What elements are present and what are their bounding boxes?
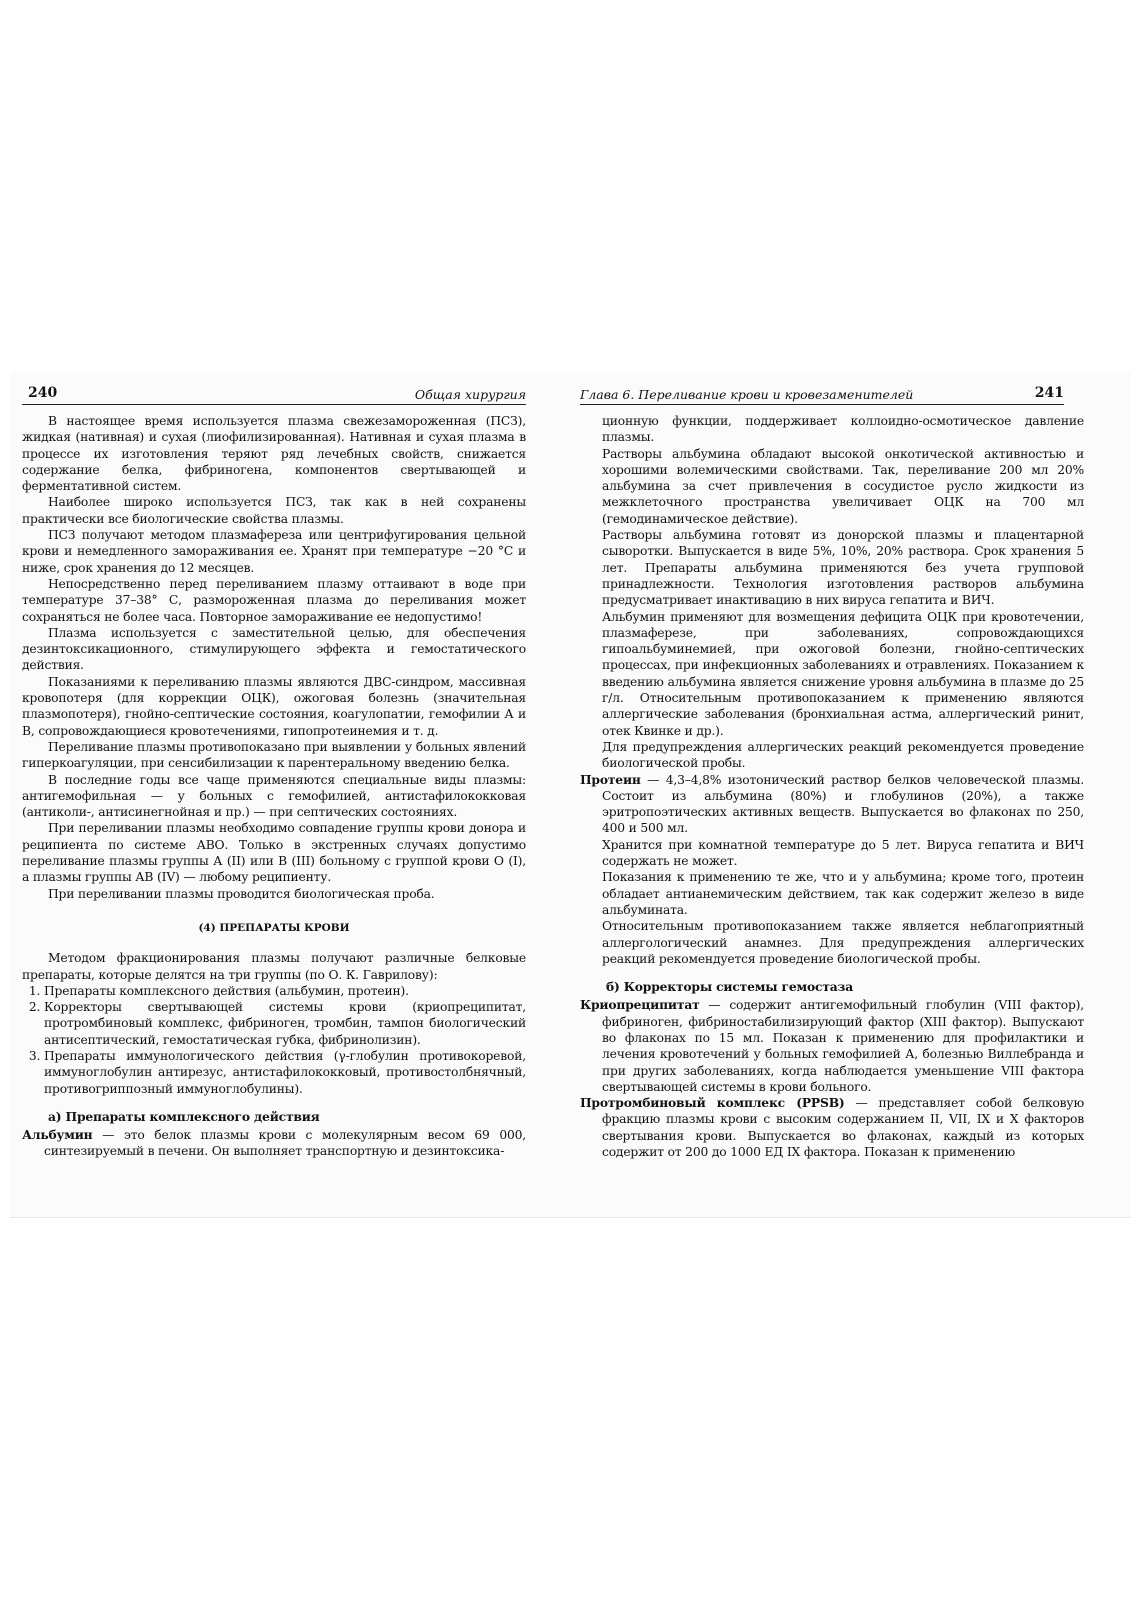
term: Протеин xyxy=(580,771,641,787)
section-heading: (4) ПРЕПАРАТЫ КРОВИ xyxy=(198,921,350,934)
right-page xyxy=(580,385,1084,1160)
running-head: Общая хирургия xyxy=(414,387,526,402)
paragraph: Растворы альбумина обладают высокой онкотической активностью и хорошими волемическими свойствами. Так, переливание 200 мл 20% альбумина за счет привлечения в сосудистое русло жидкости из межклеточного пространства увеличивает ОЦК на 700 мл (гемодинамическое действие). xyxy=(602,446,1084,526)
paragraph: Для предупреждения аллергических реакций рекомендуется проведение биологической пробы. xyxy=(602,739,1084,771)
definition-cryoprecipitate xyxy=(580,997,1084,1095)
right-page-header xyxy=(580,385,1084,413)
definition-ppsb xyxy=(580,1095,1084,1160)
term: Протромбиновый комплекс (PPSB) xyxy=(580,1095,845,1111)
subheading: б) Корректоры системы гемостаза xyxy=(606,979,853,995)
left-page xyxy=(22,385,526,1160)
definition-protein xyxy=(580,772,1084,837)
header-rule xyxy=(580,404,1064,405)
paragraph: Показания к применению те же, что и у альбумина; кроме того, протеин обладает антианемическим действием, так как содержит железо в виде альбумината. xyxy=(602,870,1084,917)
definition-text: — представляет собой белковую фракцию плазмы крови с высоким содержанием II, VII, IX и X факторов свертывания крови. Выпускается во флаконах, каждый из которых содержит от 200 до 1000 ЕД IX фактора. Показан к применению xyxy=(602,1096,1084,1160)
subheading: а) Препараты комплексного действия xyxy=(48,1108,320,1124)
list-item: 1. Препараты комплексного действия (альбумин, протеин). xyxy=(44,983,526,999)
paragraph: В настоящее время используется плазма свежезамороженная (ПСЗ), жидкая (нативная) и сухая (лиофилизированная). Нативная и сухая плазма в процессе их изготовления теряют ряд лечебных свойств, снижается содержание белка, фибриногена, компонентов свертывающей и ферментативной систем. xyxy=(22,414,526,494)
term: Криопреципитат xyxy=(580,997,700,1013)
page-number: 240 xyxy=(28,385,58,401)
definition-text: — содержит антигемофильный глобулин (VIII фактор), фибриноген, фибриностабилизирующий фактор (XIII фактор). Выпускают во флаконах по 15 мл. Показан к применению для профилактики и лечения кровотечений у больных гемофилией А, болезнью Виллебранда и при других заболеваниях, когда наблюдается уменьшение VIII фактора свертывающей системы в крови больного. xyxy=(602,998,1084,1094)
term: Альбумин xyxy=(22,1127,93,1143)
list-item: 3. Препараты иммунологического действия (γ-глобулин противокоревой, иммуноглобулин антирезус, антистафилококковый, противостолбнячный, противогриппозный иммуноглобулины). xyxy=(44,1048,526,1097)
left-page-header xyxy=(22,385,526,413)
page-number: 241 xyxy=(1034,385,1064,401)
paragraph: Альбумин применяют для возмещения дефицита ОЦК при кровотечении, плазмаферезе, при заболеваниях, сопровождающихся гипоальбуминемией, при ожоговой болезни, гнойно-септических процессах, при инфекционных заболеваниях и отравлениях. Показанием к введению альбумина является снижение уровня альбумина в плазме до 25 г/л. Относительным противопоказанием к применению являются аллергические заболевания (бронхиальная астма, аллергический ринит, отек Квинке и др.). xyxy=(602,609,1084,738)
paragraph: Плазма используется с заместительной целью, для обеспечения дезинтоксикационного, стимулирующего эффекта и гемостатического действия. xyxy=(22,625,526,673)
definition-albumin xyxy=(22,1127,526,1160)
paragraph: Хранится при комнатной температуре до 5 лет. Вируса гепатита и ВИЧ содержать не может. xyxy=(602,837,1084,869)
paragraph: Наиболее широко используется ПСЗ, так как в ней сохранены практически все биологические свойства плазмы. xyxy=(22,495,526,526)
paragraph: При переливании плазмы проводится биологическая проба. xyxy=(48,886,435,901)
definition-text: — это белок плазмы крови с молекулярным весом 69 000, синтезируемый в печени. Он выполняет транспортную и дезинтоксика- xyxy=(44,1128,526,1159)
paragraph: При переливании плазмы необходимо совпадение группы крови донора и реципиента по системе АВО. Только в экстренных случаях допустимо переливание плазмы группы А (II) или В (III) больному с группой крови О (I), а плазмы группы АВ (IV) — любому реципиенту. xyxy=(22,821,526,885)
right-page-body xyxy=(580,413,1084,1160)
paragraph: Методом фракционирования плазмы получают различные белковые препараты, которые делятся на три группы (по О. К. Гаврилову): xyxy=(22,951,526,982)
running-head: Глава 6. Переливание крови и кровезаменителей xyxy=(580,387,914,402)
paragraph: Непосредственно перед переливанием плазму оттаивают в воде при температуре 37–38° С, размороженная плазма до переливания может сохраняться не более часа. Повторное замораживание ее недопустимо! xyxy=(22,576,526,624)
definition-text: — 4,3–4,8% изотонический раствор белков человеческой плазмы. Состоит из альбумина (80%) и глобулинов (20%), а также эритропоэтических активных веществ. Выпускается во флаконах по 250, 400 и 500 мл. xyxy=(602,772,1084,836)
paragraph: В последние годы все чаще применяются специальные виды плазмы: антигемофильная — у больных с гемофилией, антистафилококковая (антиколи-, антисинегнойная и пр.) — при септических состояниях. xyxy=(22,772,526,820)
paragraph: ционную функции, поддерживает коллоидно-осмотическое давление плазмы. xyxy=(602,414,1084,445)
header-rule xyxy=(22,404,526,405)
preparations-list xyxy=(22,983,526,1097)
paragraph: Показаниями к переливанию плазмы являются ДВС-синдром, массивная кровопотеря (для коррекции ОЦК), ожоговая болезнь (значительная плазмопотеря), гнойно-септические состояния, коагулопатии, гемофилии А и В, сопровождающиеся кровотечениями, гипопротеинемия и т. д. xyxy=(22,674,526,738)
paragraph: ПСЗ получают методом плазмафереза или центрифугирования цельной крови и немедленного замораживания ее. Хранят при температуре −20 °С и ниже, срок хранения до 12 месяцев. xyxy=(22,528,526,575)
left-page-body xyxy=(22,413,526,1160)
paragraph: Переливание плазмы противопоказано при выявлении у больных явлений гиперкоагуляции, при сенсибилизации к парентеральному введению белка. xyxy=(22,739,526,771)
list-item: 2. Корректоры свертывающей системы крови (криопреципитат, протромбиновый комплекс, фибриноген, тромбин, тампон биологический антисептический, гемостатическая губка, фибринолизин). xyxy=(44,999,526,1048)
paragraph: Относительным противопоказанием также является неблагоприятный аллергологический анамнез. Для предупреждения аллергических реакций рекомендуется проведение биологической пробы. xyxy=(602,919,1084,966)
paragraph: Растворы альбумина готовят из донорской плазмы и плацентарной сыворотки. Выпускается в виде 5%, 10%, 20% раствора. Срок хранения 5 лет. Препараты альбумина применяются без учета групповой принадлежности. Технология изготовления растворов альбумина предусматривает инактивацию в них вируса гепатита и ВИЧ. xyxy=(602,528,1084,608)
